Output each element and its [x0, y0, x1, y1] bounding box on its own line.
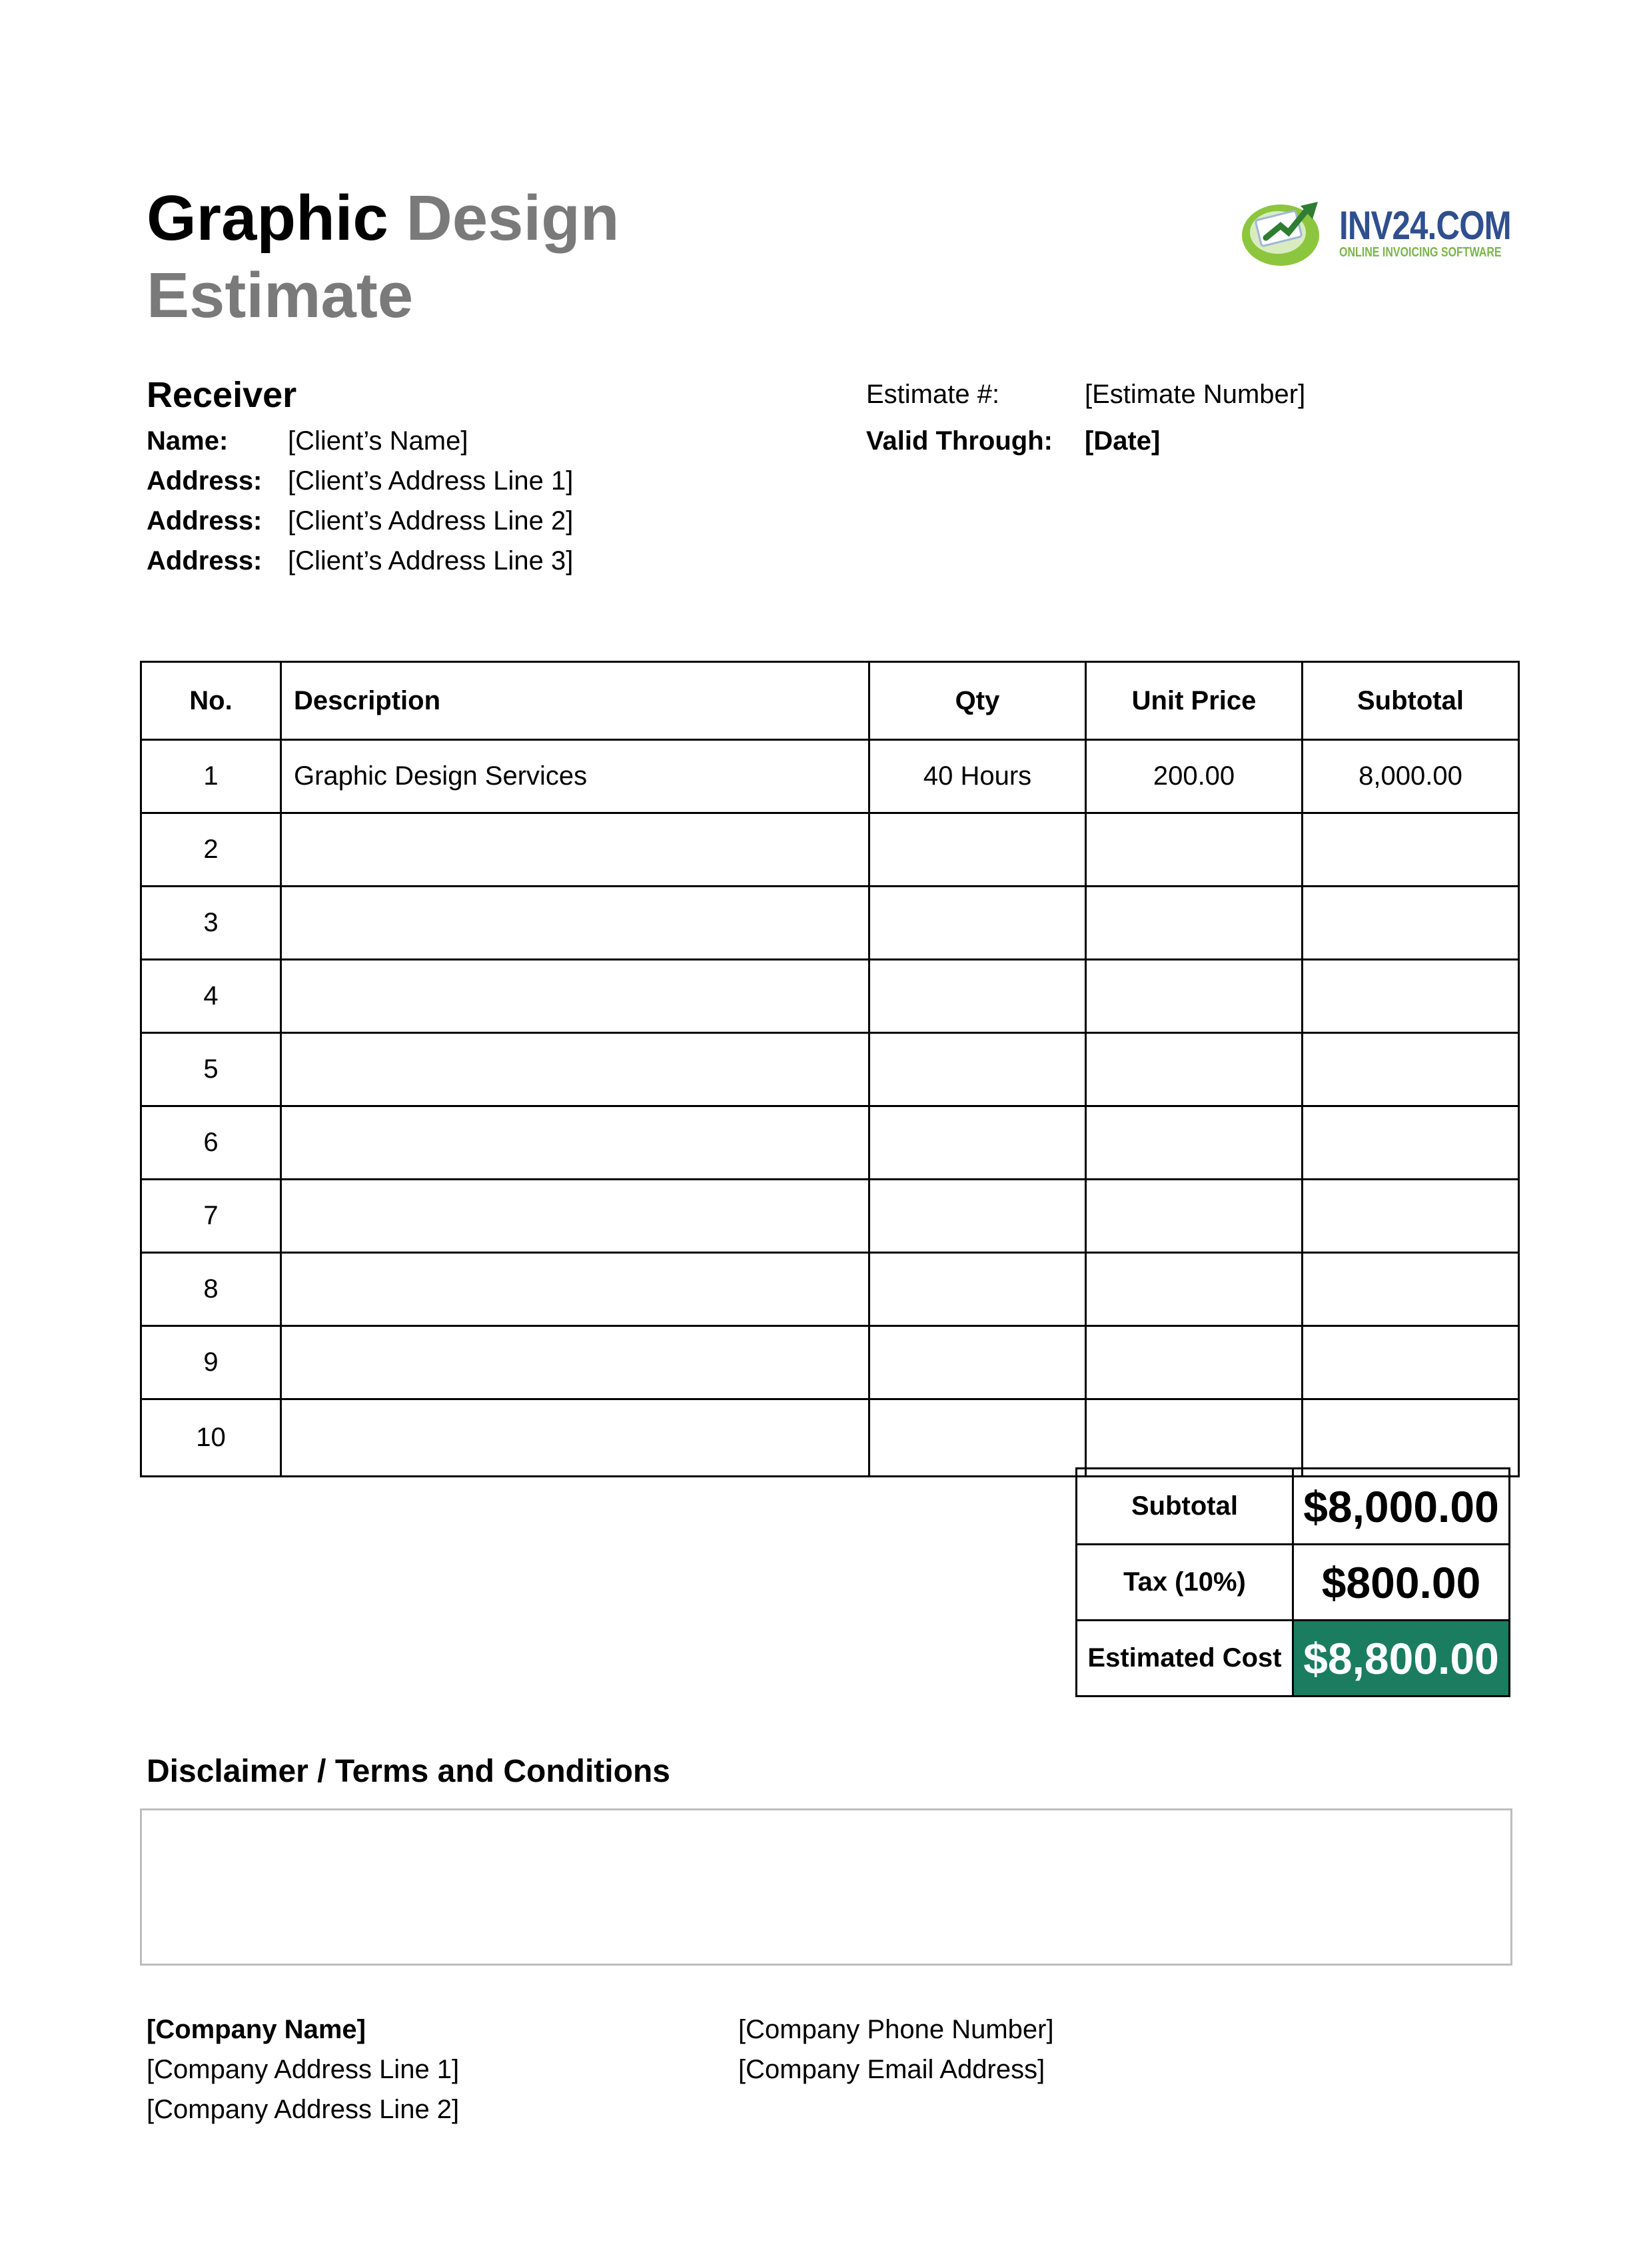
subtotal-value: $8,000.00: [1293, 1469, 1510, 1545]
company-address-line1: [Company Address Line 1]: [147, 2055, 460, 2084]
cell-no: 4: [141, 960, 281, 1033]
cell-unit-price[interactable]: [1086, 1180, 1303, 1253]
cell-unit-price[interactable]: [1086, 1033, 1303, 1106]
cell-subtotal: [1303, 1180, 1519, 1253]
cell-subtotal: 8,000.00: [1303, 740, 1519, 813]
receiver-address3-label: Address:: [147, 546, 263, 575]
document-title: [147, 180, 620, 334]
totals-table: [1075, 1467, 1510, 1697]
cell-description[interactable]: [281, 887, 869, 960]
cell-subtotal: [1303, 1326, 1519, 1399]
logo-text: INV24.COM: [1339, 203, 1511, 248]
cell-qty[interactable]: [869, 1253, 1086, 1326]
receiver-address1-value: [Client’s Address Line 1]: [288, 466, 574, 496]
estimated-cost-row: [1077, 1621, 1510, 1697]
header-unit-price: Unit Price: [1086, 662, 1303, 740]
cell-description[interactable]: [281, 1033, 869, 1106]
cell-description[interactable]: [281, 813, 869, 887]
cell-subtotal: [1303, 1033, 1519, 1106]
cell-qty[interactable]: 40 Hours: [869, 740, 1086, 813]
cell-no: 7: [141, 1180, 281, 1253]
cell-subtotal: [1303, 813, 1519, 887]
title-part2: Design: [406, 183, 620, 254]
company-address-line2: [Company Address Line 2]: [147, 2095, 460, 2124]
cell-no: 3: [141, 887, 281, 960]
receiver-address2-value: [Client’s Address Line 2]: [288, 506, 574, 536]
tax-row: [1077, 1545, 1510, 1621]
cell-description[interactable]: [281, 1180, 869, 1253]
receiver-name-value: [Client’s Name]: [288, 426, 468, 456]
receiver-address1-label: Address:: [147, 466, 263, 496]
disclaimer-textbox[interactable]: [140, 1808, 1512, 1966]
cell-qty[interactable]: [869, 960, 1086, 1033]
cell-unit-price[interactable]: [1086, 1399, 1303, 1477]
company-phone: [Company Phone Number]: [738, 2015, 1054, 2044]
subtotal-row: [1077, 1469, 1510, 1545]
table-row: [141, 1106, 1519, 1180]
cell-description[interactable]: Graphic Design Services: [281, 740, 869, 813]
cell-subtotal: [1303, 1253, 1519, 1326]
table-row: [141, 887, 1519, 960]
receiver-heading: Receiver: [147, 375, 297, 415]
cell-unit-price[interactable]: [1086, 1253, 1303, 1326]
receiver-address3-value: [Client’s Address Line 3]: [288, 546, 574, 575]
header-no: No.: [141, 662, 281, 740]
header-subtotal: Subtotal: [1303, 662, 1519, 740]
cell-unit-price[interactable]: [1086, 813, 1303, 887]
logo-subtext: ONLINE INVOICING SOFTWARE: [1339, 245, 1502, 260]
table-row: [141, 740, 1519, 813]
table-header-row: [141, 662, 1519, 740]
cell-description[interactable]: [281, 1326, 869, 1399]
items-table: [140, 661, 1520, 1477]
table-row: [141, 1253, 1519, 1326]
table-row: [141, 813, 1519, 887]
cell-unit-price[interactable]: [1086, 960, 1303, 1033]
cell-description[interactable]: [281, 1106, 869, 1180]
tax-value: $800.00: [1293, 1545, 1510, 1621]
receiver-address2-label: Address:: [147, 506, 263, 536]
estimated-cost-label: Estimated Cost: [1077, 1621, 1293, 1697]
company-name: [Company Name]: [147, 2015, 366, 2044]
inv24-logo-icon: [1239, 196, 1333, 270]
cell-unit-price[interactable]: [1086, 887, 1303, 960]
company-logo: [1239, 193, 1511, 273]
cell-no: 9: [141, 1326, 281, 1399]
table-row: [141, 960, 1519, 1033]
cell-subtotal: [1303, 1399, 1519, 1477]
cell-description[interactable]: [281, 1399, 869, 1477]
cell-description[interactable]: [281, 1253, 869, 1326]
title-line2: Estimate: [147, 260, 414, 331]
subtotal-label: Subtotal: [1077, 1469, 1293, 1545]
cell-qty[interactable]: [869, 1106, 1086, 1180]
cell-unit-price[interactable]: 200.00: [1086, 740, 1303, 813]
cell-qty[interactable]: [869, 1180, 1086, 1253]
cell-subtotal: [1303, 1106, 1519, 1180]
valid-through-value: [Date]: [1085, 426, 1161, 456]
valid-through-label: Valid Through:: [866, 426, 1053, 456]
cell-no: 6: [141, 1106, 281, 1180]
cell-qty[interactable]: [869, 813, 1086, 887]
cell-qty[interactable]: [869, 1399, 1086, 1477]
disclaimer-heading: Disclaimer / Terms and Conditions: [147, 1754, 670, 1789]
cell-no: 5: [141, 1033, 281, 1106]
cell-qty[interactable]: [869, 1033, 1086, 1106]
title-part1: Graphic: [147, 183, 388, 254]
header-description: Description: [281, 662, 869, 740]
cell-subtotal: [1303, 887, 1519, 960]
table-row: [141, 1180, 1519, 1253]
table-row: [141, 1033, 1519, 1106]
receiver-name-label: Name:: [147, 426, 229, 456]
tax-label: Tax (10%): [1077, 1545, 1293, 1621]
header-qty: Qty: [869, 662, 1086, 740]
cell-qty[interactable]: [869, 887, 1086, 960]
cell-no: 2: [141, 813, 281, 887]
cell-qty[interactable]: [869, 1326, 1086, 1399]
estimated-cost-value: $8,800.00: [1293, 1621, 1510, 1697]
cell-unit-price[interactable]: [1086, 1326, 1303, 1399]
cell-description[interactable]: [281, 960, 869, 1033]
estimate-number-value: [Estimate Number]: [1085, 380, 1306, 409]
cell-subtotal: [1303, 960, 1519, 1033]
company-email: [Company Email Address]: [738, 2055, 1045, 2084]
cell-no: 10: [141, 1399, 281, 1477]
cell-unit-price[interactable]: [1086, 1106, 1303, 1180]
estimate-number-label: Estimate #:: [866, 380, 1000, 409]
cell-no: 1: [141, 740, 281, 813]
cell-no: 8: [141, 1253, 281, 1326]
table-row: [141, 1326, 1519, 1399]
table-row: [141, 1399, 1519, 1477]
